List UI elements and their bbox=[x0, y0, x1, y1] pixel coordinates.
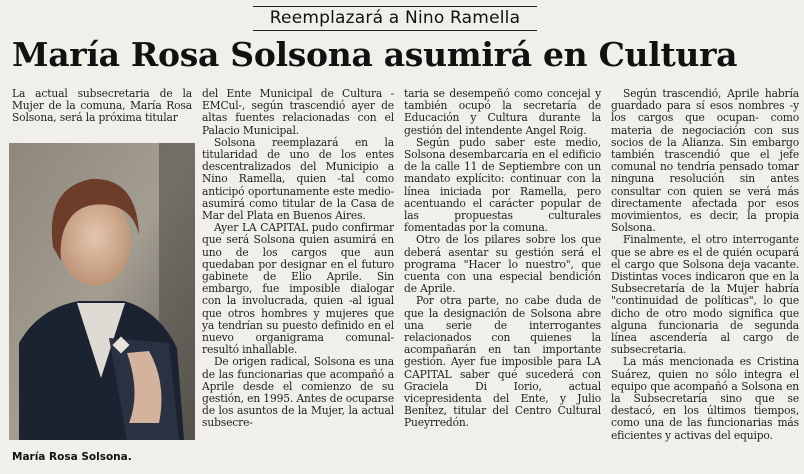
article-paragraph: Finalmente, el otro interrogante que se abre es el de quién ocupará el cargo que Solsona deja vacante. Distintas voces indicaron que en la Subsecretaría de la Mujer habría "continuidad de políticas", lo que dicho de otro modo significa que alguna funcionaria de segunda línea ascendería al cargo de subsecretaria. bbox=[611, 233, 799, 357]
headline: María Rosa Solsona asumirá en Cultura bbox=[12, 35, 738, 74]
article-column-3 bbox=[404, 88, 601, 472]
article-column-2 bbox=[202, 88, 394, 472]
article-paragraph: Ayer LA CAPITAL pudo confirmar que será Solsona quien asumirá en uno de los cargos que aun quedaban por designar en el futuro gabinete de Elio Aprile. Sin embargo, fue imposible dialogar con la involucrada, quien -al igual que otros hombres y mujeres que ya tendrían su puesto definido en el nuevo organigrama comunal- resultó inhallable. bbox=[202, 221, 394, 357]
article-paragraph: De origen radical, Solsona es una de las funcionarias que acompañó a Aprile desde el comienzo de su gestión, en 1995. Antes de ocuparse de los asuntos de la Mujer, la actual subsecre- bbox=[202, 355, 394, 430]
kicker: Reemplazará a Nino Ramella bbox=[253, 6, 537, 31]
article-paragraph: taria se desempeñó como concejal y también ocupó la secretaría de Educación y Cultura durante la gestión del intendente Angel Roig. bbox=[404, 88, 601, 137]
photo bbox=[9, 143, 195, 440]
article-paragraph: Según pudo saber este medio, Solsona desembarcaría en el edificio de la calle 11 de Septiembre con un mandato explícito: continuar con la línea iniciada por Ramella, pero acentuando el carácter popular de las propuestas culturales fomentadas por la comuna. bbox=[404, 135, 601, 235]
article-paragraph: La más mencionada es Cristina Suárez, quien no sólo integra el equipo que acompañó a Solsona en la Subsecretaría sino que se destacó, en los últimos tiempos, como una de las funcionarias más eficientes y activas del equipo. bbox=[611, 355, 799, 442]
article-paragraph: Solsona reemplazará en la titularidad de uno de los entes descentralizados del Municipio a Nino Ramella, quien -tal como anticipó oportunamente este medio- asumirá como titular de la Casa de Mar del Plata en Buenos Aires. bbox=[202, 135, 394, 223]
article-paragraph: Según trascendió, Aprile habría guardado para sí esos nombres -y los cargos que ocupan- como materia de negociación con sus socios de la Alianza. Sin embargo también trascendió que el jefe comunal no tendría pensado tomar ninguna resolución sin antes consultar con quien se verá más directamente afectada por esos movimientos, es decir, la propia Solsona. bbox=[611, 88, 799, 235]
portrait-illustration bbox=[9, 143, 195, 440]
article-paragraph: Otro de los pilares sobre los que deberá asentar su gestión será el programa "Hacer lo nuestro", que cuenta con una especial bendición de Aprile. bbox=[404, 233, 601, 296]
article-paragraph: La actual subsecretaria de la Mujer de la comuna, María Rosa Solsona, será la próxima titular bbox=[12, 88, 192, 125]
article-column-4 bbox=[611, 88, 799, 472]
article-paragraph: del Ente Municipal de Cultura -EMCul-, según trascendió ayer de altas fuentes relacionadas con el Palacio Municipal. bbox=[202, 88, 394, 137]
article-column-1 bbox=[12, 88, 192, 138]
article-paragraph: Por otra parte, no cabe duda de que la designación de Solsona abre una serie de interrogantes relacionados con quienes la acompañarán en tan importante gestión. Ayer fue imposible para LA CAPITAL saber qué sucederá con Graciela Di Iorio, actual vicepresidenta del Ente, y Julio Benítez, titular del Centro Cultural Pueyrredón. bbox=[404, 294, 601, 430]
photo-caption: María Rosa Solsona. bbox=[12, 451, 132, 463]
